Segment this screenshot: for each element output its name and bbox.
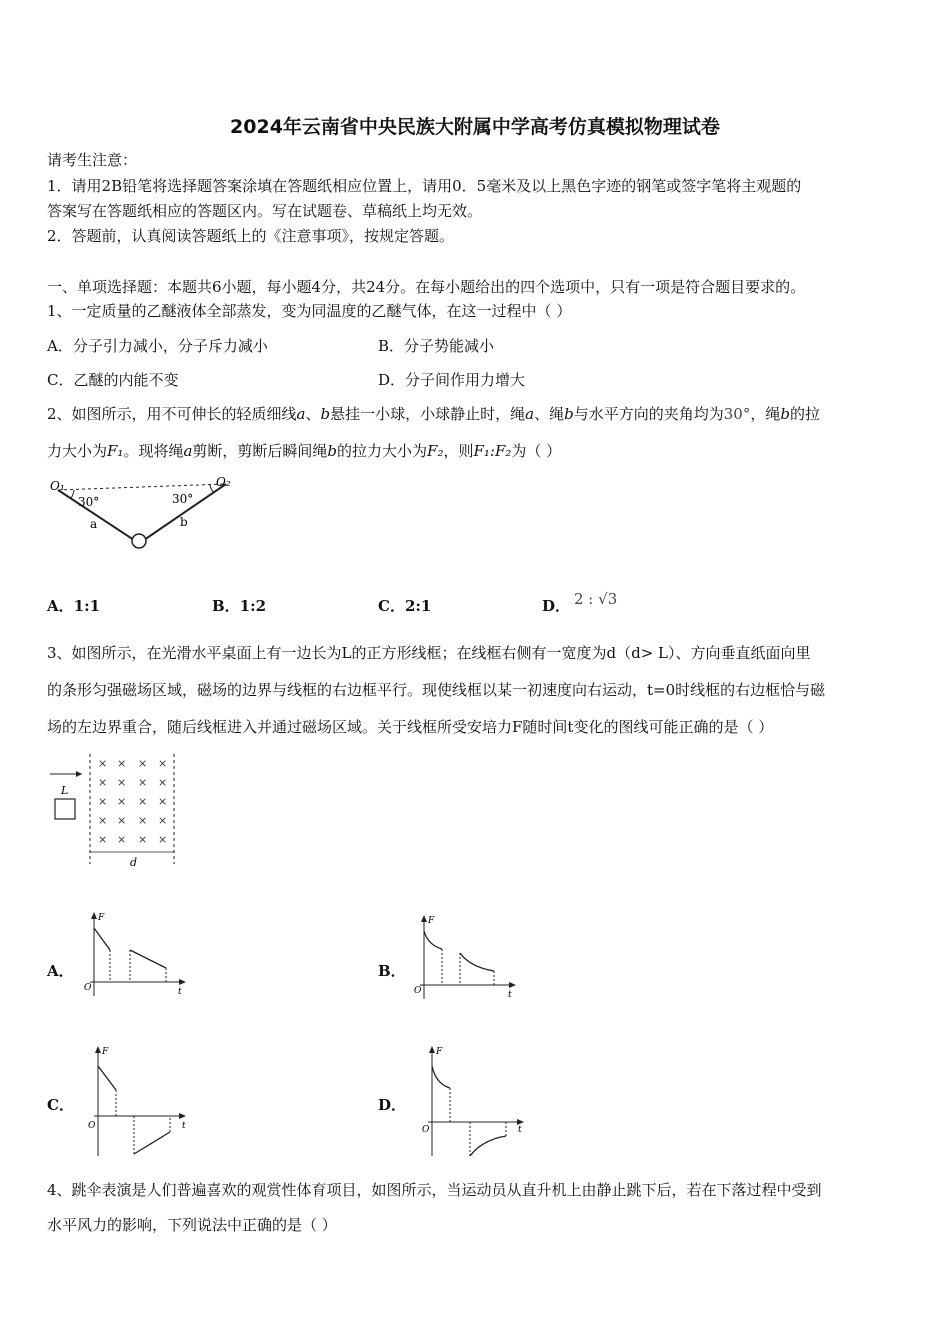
svg-text:×: × — [158, 757, 168, 770]
svg-text:O: O — [422, 1125, 430, 1135]
q1-option-c: C．乙醚的内能不变 — [47, 371, 179, 389]
q1-option-a: A．分子引力减小，分子斥力减小 — [47, 337, 268, 355]
label-a: a — [90, 517, 98, 531]
svg-text:×: × — [158, 776, 168, 789]
svg-text:F: F — [436, 1047, 443, 1057]
svg-text:O: O — [84, 983, 92, 993]
q2-figure — [44, 474, 244, 554]
svg-text:×: × — [98, 795, 108, 808]
q3-option-d: D． — [378, 1096, 407, 1114]
notice-heading: 请考生注意： — [47, 151, 138, 169]
q3-graph-c — [80, 1044, 190, 1159]
section-heading: 一、单项选择题：本题共6小题，每小题4分，共24分。在每小题给出的四个选项中，只有一项是符合题目要求的。 — [47, 278, 806, 296]
svg-text:F: F — [98, 913, 105, 923]
notice-line-2: 2．答题前，认真阅读答题纸上的《注意事项》，按规定答题。 — [47, 227, 455, 245]
svg-text:×: × — [117, 776, 127, 789]
label-o1: O₁ — [50, 479, 65, 493]
q3-stem-line-2: 的条形匀强磁场区域，磁场的边界与线框的右边框平行。现使线框以某一初速度向右运动，t=0时线框的右边框恰与磁 — [47, 681, 826, 699]
q2-option-c: C．2:1 — [378, 597, 432, 615]
label-angle-2: 30° — [172, 492, 194, 506]
svg-text:×: × — [98, 776, 108, 789]
q3-stem-line-3: 场的左边界重合，随后线框进入并通过磁场区域。关于线框所受安培力F随时间t变化的图线可能正确的是（ ） — [47, 718, 774, 736]
q3-graph-b — [410, 913, 520, 1003]
svg-text:×: × — [98, 757, 108, 770]
q2-option-d: D． — [542, 597, 571, 615]
notice-line-1: 1．请用2B铅笔将选择题答案涂填在答题纸相应位置上，请用0．5毫米及以上黑色字迹的钢笔或签字笔将主观题的 — [47, 177, 802, 195]
q1-stem: 1、一定质量的乙醚液体全部蒸发，变为同温度的乙醚气体，在这一过程中（ ） — [47, 302, 572, 320]
magnetic-field-crosses — [98, 757, 167, 846]
svg-text:t: t — [182, 1121, 186, 1131]
q3-figure — [48, 752, 188, 872]
svg-text:t: t — [178, 987, 182, 997]
svg-text:O: O — [414, 986, 422, 996]
svg-text:×: × — [138, 795, 148, 808]
label-d: d — [130, 856, 138, 869]
svg-text:×: × — [117, 833, 127, 846]
svg-text:×: × — [158, 833, 168, 846]
label-b: b — [180, 515, 188, 529]
q1-option-b: B．分子势能减小 — [378, 337, 495, 355]
svg-text:×: × — [117, 814, 127, 827]
svg-text:×: × — [138, 833, 148, 846]
q2-option-a: A．1:1 — [47, 597, 101, 615]
svg-text:×: × — [158, 795, 168, 808]
svg-text:×: × — [138, 757, 148, 770]
svg-text:×: × — [98, 814, 108, 827]
q3-graph-d — [410, 1044, 530, 1159]
svg-text:×: × — [98, 833, 108, 846]
svg-text:t: t — [508, 990, 512, 1000]
q3-option-b: B． — [378, 962, 406, 980]
q4-stem-line-1: 4、跳伞表演是人们普遍喜欢的观赏性体育项目，如图所示，当运动员从直升机上由静止跳下后，若在下落过程中受到 — [47, 1181, 822, 1199]
q2-stem-line-1: 2、如图所示，用不可伸长的轻质细线a、b悬挂一小球，小球静止时，绳a、绳b与水平方向的夹角均为30°，绳b的拉 — [47, 405, 820, 423]
svg-text:×: × — [117, 757, 127, 770]
q2-stem-line-2: 力大小为F₁。现将绳a剪断，剪断后瞬间绳b的拉力大小为F₂，则F₁:F₂为（ ） — [47, 442, 562, 460]
q2-option-b: B．1:2 — [212, 597, 267, 615]
svg-text:t: t — [518, 1125, 522, 1135]
q3-stem-line-1: 3、如图所示，在光滑水平桌面上有一边长为L的正方形线框；在线框右侧有一宽度为d（d> L）、方向垂直纸面向里 — [47, 644, 811, 662]
svg-text:×: × — [158, 814, 168, 827]
label-l: L — [61, 784, 69, 797]
svg-text:F: F — [102, 1047, 109, 1057]
svg-text:O: O — [88, 1121, 96, 1131]
q3-option-a: A． — [47, 962, 74, 980]
notice-line-1b: 答案写在答题纸相应的答题区内。写在试题卷、草稿纸上均无效。 — [47, 202, 483, 220]
angle-value: 30° — [723, 405, 751, 423]
q3-option-c: C． — [47, 1096, 74, 1114]
label-angle-1: 30° — [78, 495, 100, 509]
page-title: 2024年云南省中央民族大附属中学高考仿真模拟物理试卷 — [230, 116, 720, 138]
svg-text:F: F — [428, 916, 435, 926]
q1-option-d: D．分子间作用力增大 — [378, 371, 526, 389]
svg-text:×: × — [138, 776, 148, 789]
label-o2: O₂ — [216, 475, 231, 489]
q4-stem-line-2: 水平风力的影响，下列说法中正确的是（ ） — [47, 1216, 337, 1234]
svg-text:×: × — [138, 814, 148, 827]
q3-graph-a — [80, 910, 190, 1000]
q2-option-d-value: 2 : √3 — [574, 590, 618, 608]
svg-text:×: × — [117, 795, 127, 808]
